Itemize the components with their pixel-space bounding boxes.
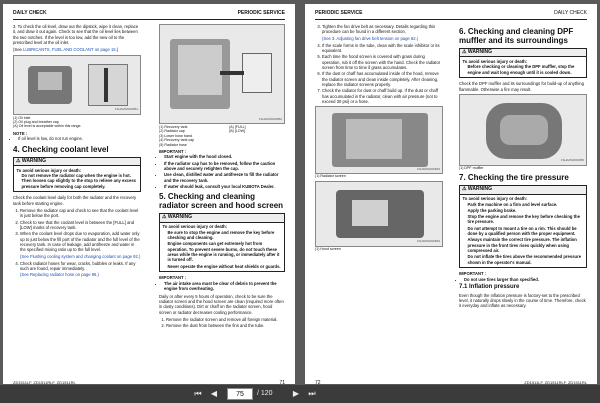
section-4-title: 4. Checking coolant level [13,144,109,154]
left-page-number: 71 [279,380,285,384]
right-footer-model: ZD1511LF, ZD1511RLF, ZD1511RL [524,380,587,384]
section-7-1-title: 7.1 Inflation pressure [459,284,520,291]
oil-dipstick-figure: 1SHA0520004B1 [13,55,141,115]
radiator-screen-figure: 1SHA0520004B3 [315,106,443,174]
left-page-column-1: 3. To check the oil level, draw out the dipstick, wipe it clean, replace it, and draw it out again. Check to see that the oil level lies between the two notches. If the level is too low, add the new oil to the prescribed level at the oil inlet. (See LUBRICANTS, FUEL AND COOLANT on page 15.) 1SHA0520004B1 (1) Oil inlet (2) Oil plug and breather cap (A) Oil level is acceptable within this range. NOTE : • If oil level is low, do not run engine. 4. Checking coolant level ⚠ WARNING To avoid serious injury or death: • Do not remove the radiator cap when the engine is hot. Then loosen cap slightly to the stop to relieve any excess pressure before removing cap completely. Check the coolant level daily for both the radiator and the recovery tank before starting engine. 1. Remove the radiator cap and check to see that the coolant level is just below the port. 2. Check to see that the coolant level is between the [FULL] and [LOW] marks of recovery tank. 3. When the coolant level drops due to evaporation, add water only up to just below the fill port of the radiator and the full level of the recovery tank. In case of leakage, add antifreeze and water in the specified mixing ratio up to the full level. (See Flushing cooling system and changing coolant on page 92.) 4. Check radiator hoses for wear, cracks, bubbles or leaks. If any such are found, repair immediately. (See Replacing radiator hose on page 96.) [13,24,141,279]
dpf-muffler-figure: 1SHA0520004B5 [459,94,587,166]
previous-page-button[interactable]: ◀ [210,389,218,398]
section-5-title: 5. Checking and cleaning radiator screen and hood screen [159,192,284,211]
screen-important: IMPORTANT : • The air intake area must be clear of debris to prevent the engine from overheating. [159,275,285,291]
hood-screen-figure: 1SHA0520004B4 [315,181,443,247]
coolant-steps: 1. Remove the radiator cap and check to see that the coolant level is just below the port. 2. Check to see that the coolant level is between the [FULL] and [LOW] marks of recovery tank. 3. When the coolant level drops due to evaporation, add water only up to just below the fill port of the radiator and the full level of the recovery tank. In case of leakage, add antifreeze and water in the specified mixing ratio up to the full level. [13,208,141,253]
right-page-number: 72 [315,380,321,384]
warning-icon: ⚠ WARNING [460,49,586,57]
coolant-intro: Check the coolant level daily for both the radiator and the recovery tank before starting engine. [13,195,137,206]
coolant-warning: ⚠ WARNING To avoid serious injury or death: • Do not remove the radiator cap when the engine is hot. Then loosen cap slightly to the stop to relieve any excess pressure before removing cap completely. [13,157,141,193]
warning-icon: ⚠ WARNING [160,214,284,222]
tire-important: IMPORTANT : • Do not use tires larger than specified. [459,271,587,282]
left-header-chapter: PERIODIC SERVICE [237,10,285,16]
left-footer-model: ZD1511LF, ZD1511RLF, ZD1511RL [13,380,76,384]
left-page-column-2: 1SHA0520004B2 (1) Recovery tank (2) Radiator cap (3) Lower hose band (4) Recovery tank cap (5) Radiator hose (A) [FULL] (B) [LOW] IMPORTANT : • Start engine with the hood closed. • If the radiator cap has to be removed, follow the caution above and securely retighten the cap. • Use clean, distilled water and antifreeze to fill the radiator and the recovery tank. • If water should leak, consult your local KUBOTA Dealer. 5. Checking and cleaning radiator screen and hood screen ⚠ WARNING To avoid serious injury or death: • Be sure to stop the engine and remove the key before checking and cleaning. • Engine components can get extremely hot from operation. To prevent severe burns, do not touch these areas while the engine is running, or immediately after it is turned off. • Never operate the engine without heat shields or guards. IMPORTANT : • The air intake area must be clear of debris to prevent the engine from overheating. Daily or after every 5 hours of operation, check to be sure the radiator screen and the hood screen are clean (required more often in dusty conditions). Dirt or chaff on the radiator screen, hood screen or radiator decreases cooling performance. 1. Remove the radiator screen and remove all foreign material. 2. Remove the dust from between the fins and the tube. [159,24,285,329]
section-6-title: 6. Checking and cleaning DPF muffler and its surroundings [459,27,574,45]
dpf-text: Check the DPF muffler and its surroundings for build-up of anything flammable. Otherwise a fire may result. [459,81,584,92]
radiator-figure-legend: (1) Recovery tank (2) Radiator cap (3) Lower hose band (4) Recovery tank cap (5) Radiator hose (A) [FULL] (B) [LOW] [159,125,246,147]
coolant-important: IMPORTANT : • Start engine with the hood closed. • If the radiator cap has to be removed, follow the caution above and securely retighten the cap. • Use clean, distilled water and antifreeze to fill the radiator and the recovery tank. • If water should leak, consult your local KUBOTA Dealer. [159,149,285,189]
dpf-warning: ⚠ WARNING To avoid serious injury or death: • Before checking or cleaning the DPF muffler, stop the engine and wait long enough until it is cooled down. [459,48,587,78]
screen-warning: ⚠ WARNING To avoid serious injury or death: • Be sure to stop the engine and remove the key before checking and cleaning. • Engine components can get extremely hot from operation. To prevent severe burns, do not touch these areas while the engine is running, or immediately after it is turned off. • Never operate the engine without heat shields or guards. [159,213,285,272]
radiator-hose-link[interactable]: (See Replacing radiator hose on page 96.) [20,272,99,278]
last-page-button[interactable]: ⏭ [308,389,316,398]
right-header-section: DAILY CHECK [554,10,587,16]
warning-icon: ⚠ WARNING [460,186,586,194]
section-7-title: 7. Checking the tire pressure [459,173,569,183]
screen-text: Daily or after every 5 hours of operation, check to be sure the radiator screen and the hood screen are clean (required more often in dusty conditions). Dirt or chaff on the radiator screen, hood screen or radiator decreases cooling performance. [159,293,284,315]
right-page-column-1: 3. Tighten the fan drive belt as necessary. Details regarding this procedure can be found in a different section. (See 3. Adjusting fan drive belt tension on page 82.) 4. If the scale forms in the tube, clean with the scale inhibitor or its equivalent. 5. Each time the hood screen is covered with grass during operation, rub it off the screen with the hand. Check the radiator screen from time to time if grass accumulates. 6. If the dust or chaff has accumulated inside of the hood, remove the radiator screen and clean inside completely. After cleaning, replace the radiator screens properly. 7. Check the radiator for dust or chaff build up. If the dust or chaff has accumulated in the radiator, clean with air pressure (not to exceed 30 psi) or a hose. 1SHA0520004B3 (1) Radiator screen 1SHA0520004B4 (1) Hood screen [315,24,443,251]
inflation-text: Even though the inflation pressure is factory-set to the prescribed level, it naturally drops slowly in the course of time. Therefore, check it everyday and inflate as necessary. [459,292,586,309]
first-page-button[interactable]: ⏮ [194,389,202,398]
right-header-chapter: PERIODIC SERVICE [315,10,363,16]
left-header-section: DAILY CHECK [13,10,47,16]
page-number-input[interactable] [227,388,253,400]
oil-figure-legend: (1) Oil inlet (2) Oil plug and breather cap (A) Oil level is acceptable within this range. [13,115,82,129]
right-page-column-2: 6. Checking and cleaning DPF muffler and its surroundings ⚠ WARNING To avoid serious injury or death: • Before checking or cleaning the DPF muffler, stop the engine and wait long enough until it is cooled down. Check the DPF muffler and its surroundings for build-up of anything flammable. Otherwise a fire may result. 1SHA0520004B5 (1) DPF muffler 7. Checking the tire pressure ⚠ WARNING To avoid serious injury or death: • Park the machine on a firm and level surface. • Apply the parking brake. • Stop the engine and remove the key before checking the tire pressure. • Do not attempt to mount a tire on a rim. This should be done by a qualified person with the proper equipment. • Always maintain the correct tire pressure. The inflation pressure in the front tires rises quickly when using compressed air. • Do not inflate the tires above the recommended pressure shown in the operator's manual. IMPORTANT : • Do not use tires larger than specified. 7.1 Inflation pressure Even though the inflation pressure is factory-set to the prescribed level, it naturally drops slowly in the course of time. Therefore, check it everyday and inflate as necessary. [459,24,587,310]
radiator-figure: 1SHA0520004B2 [159,24,285,124]
fan-belt-link[interactable]: (See 3. Adjusting fan drive belt tension on page 82.) [322,35,419,41]
left-page [3,4,295,384]
tire-warning: ⚠ WARNING To avoid serious injury or death: • Park the machine on a firm and level surface. • Apply the parking brake. • Stop the engine and remove the key before checking the tire pressure. • Do not attempt to mount a tire on a rim. This should be done by a qualified person with the proper equipment. • Always maintain the correct tire pressure. The inflation pressure in the front tires rises quickly when using compressed air. • Do not inflate the tires above the recommended pressure shown in the operator's manual. [459,185,587,268]
oil-note: NOTE : • If oil level is low, do not run engine. [13,131,141,142]
lubricants-link[interactable]: LUBRICANTS, FUEL AND COOLANT on page 15. [23,47,117,53]
oil-step-3: 3. To check the oil level, draw out the dipstick, wipe it clean, replace it, and draw it out again. Check to see that the oil level lies between the two notches. If the level is too low, add the new oil to the prescribed level at the oil inlet. [13,24,139,46]
total-pages: / 120 [257,390,273,397]
warning-icon: ⚠ WARNING [14,158,140,166]
flushing-link[interactable]: (See Flushing cooling system and changing coolant on page 92.) [20,253,141,259]
viewer-toolbar [0,385,600,403]
next-page-button[interactable]: ▶ [292,389,300,398]
right-page [305,4,597,384]
